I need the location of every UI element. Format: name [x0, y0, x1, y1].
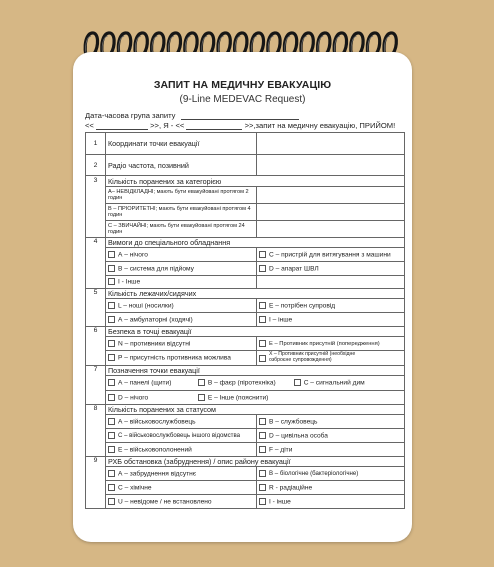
option-label: Е – потрібен супровід: [269, 302, 336, 310]
line-4-row: [86, 238, 405, 248]
category-b-row: [86, 204, 405, 221]
line-6-row: [86, 327, 405, 337]
checkbox[interactable]: [108, 265, 115, 272]
line-number: 6: [86, 327, 106, 366]
marking-none-option[interactable]: [108, 394, 196, 401]
cbrn-none-option[interactable]: [106, 467, 257, 481]
line-5-row: [86, 289, 405, 299]
litter-options-row-1: [86, 299, 405, 313]
option-label: В – фаєр (піротехніка): [207, 379, 276, 387]
checkbox[interactable]: [259, 470, 266, 477]
recipient-callsign-field[interactable]: [96, 122, 148, 130]
option-label: І - інше: [269, 498, 291, 506]
marking-other-option[interactable]: [198, 394, 269, 401]
checkbox[interactable]: [259, 302, 266, 309]
security-no-enemy-option[interactable]: [106, 337, 257, 351]
status-options-row-2: [86, 429, 405, 443]
marking-pyro-option[interactable]: [198, 379, 292, 386]
checkbox[interactable]: [108, 418, 115, 425]
option-label: С – хімічне: [118, 484, 152, 492]
security-enemy-caution-option[interactable]: [257, 337, 405, 351]
line-label: РХБ обстановка (забруднення) / опис району евакуації: [106, 457, 405, 467]
option-label: N – противники відсутні: [118, 340, 191, 348]
security-possible-enemy-option[interactable]: [106, 351, 257, 366]
cbrn-chemical-option[interactable]: [106, 481, 257, 495]
category-c-count-field[interactable]: [257, 221, 405, 238]
equipment-none-option[interactable]: [106, 248, 257, 262]
line-label: Радіо частота, позивний: [106, 155, 257, 176]
marking-options-cell-1: [106, 376, 405, 391]
checkbox[interactable]: [198, 379, 205, 386]
equipment-extraction-option[interactable]: [257, 248, 405, 262]
category-a-label: А– НЕВІДКЛАДНІ; мають бути евакуйовані протягом 2 годин: [106, 187, 257, 204]
ambulatory-option[interactable]: [106, 313, 257, 327]
medevac-table: [85, 132, 405, 509]
checkbox[interactable]: [108, 354, 115, 361]
line-1-row: [86, 133, 405, 155]
checkbox[interactable]: [108, 446, 115, 453]
header-closing-text: >>,запит на медичну евакуацію, ПРИЙОМ!: [244, 121, 396, 130]
cbrn-radiological-option[interactable]: [257, 481, 405, 495]
option-label: С – військовослужбовець іншого відомства: [118, 432, 241, 440]
request-dtg-field[interactable]: [181, 112, 299, 120]
cbrn-biological-option[interactable]: [257, 467, 405, 481]
option-label: Е – Противник присутній (попередження): [269, 341, 380, 347]
form-card: [73, 52, 412, 542]
option-label: А – амбулаторні (ходячі): [118, 316, 193, 324]
escort-option[interactable]: [257, 299, 405, 313]
checkbox[interactable]: [259, 265, 266, 272]
line-label: Позначення точки евакуації: [106, 366, 405, 376]
option-label: І – інше: [269, 316, 293, 324]
option-label: R - радіаційне: [269, 484, 313, 492]
option-label: В – система для підйому: [118, 265, 194, 273]
header-open-bracket: <<: [85, 121, 94, 130]
equipment-ventilator-option[interactable]: [257, 262, 405, 276]
cbrn-options-row-2: [86, 481, 405, 495]
pickup-location-field[interactable]: [257, 133, 405, 155]
status-options-row-1: [86, 415, 405, 429]
line-number: 7: [86, 366, 106, 405]
status-civilian-option[interactable]: [257, 429, 405, 443]
checkbox[interactable]: [108, 316, 115, 323]
line-number: 2: [86, 155, 106, 176]
checkbox[interactable]: [259, 484, 266, 491]
checkbox[interactable]: [108, 302, 115, 309]
category-a-row: [86, 187, 405, 204]
cbrn-options-row-3: [86, 495, 405, 509]
line-8-row: [86, 405, 405, 415]
option-label: L – ноші (носилки): [118, 302, 174, 310]
checkbox[interactable]: [259, 340, 266, 347]
litter-options-row-2: [86, 313, 405, 327]
security-options-row-2: [86, 351, 405, 366]
option-label: D – нічого: [118, 394, 149, 402]
option-label: А – забруднення відсутнє: [118, 470, 197, 478]
status-options-row-3: [86, 443, 405, 457]
option-label: Е – Інше (пояснити): [207, 394, 269, 402]
marking-options-cell-2: [106, 391, 405, 405]
checkbox[interactable]: [259, 446, 266, 453]
radio-frequency-field[interactable]: [257, 155, 405, 176]
line-number: 8: [86, 405, 106, 457]
cbrn-options-row-1: [86, 467, 405, 481]
checkbox[interactable]: [259, 251, 266, 258]
category-c-label: С – ЗВИЧАЙНІ; мають бути евакуйовані протягом 24 годин: [106, 221, 257, 238]
form-subtitle: (9-Line MEDEVAC Request): [179, 94, 306, 105]
header-middle-text: >>, Я - <<: [150, 121, 185, 130]
option-label: D – апарат ШВЛ: [269, 265, 319, 273]
option-label: С – пристрій для витягування з машини: [269, 251, 391, 259]
line-number: 1: [86, 133, 106, 155]
category-a-count-field[interactable]: [257, 187, 405, 204]
line-7-row: [86, 366, 405, 376]
form-title: ЗАПИТ НА МЕДИЧНУ ЕВАКУАЦІЮ: [153, 79, 332, 91]
category-b-count-field[interactable]: [257, 204, 405, 221]
marking-options-row-2: [86, 391, 405, 405]
security-options-row-1: [86, 337, 405, 351]
status-pow-option[interactable]: [106, 443, 257, 457]
line-label: Кількість лежачих/сидячих: [106, 289, 405, 299]
option-label: U – невідоме / не встановлено: [118, 498, 212, 506]
line-label: Кількість поранених за статусом: [106, 405, 405, 415]
checkbox[interactable]: [108, 379, 115, 386]
checkbox[interactable]: [108, 251, 115, 258]
equipment-options-row-2: [86, 262, 405, 276]
checkbox[interactable]: [294, 379, 301, 386]
equipment-options-row-1: [86, 248, 405, 262]
litter-option[interactable]: [106, 299, 257, 313]
status-other-agency-option[interactable]: [106, 429, 257, 443]
option-label: Е – військовополонений: [118, 446, 192, 454]
checkbox[interactable]: [259, 355, 266, 362]
checkbox[interactable]: [108, 498, 115, 505]
line-number: 4: [86, 238, 106, 289]
checkbox[interactable]: [259, 418, 266, 425]
litter-other-option[interactable]: [257, 313, 405, 327]
cbrn-unknown-option[interactable]: [106, 495, 257, 509]
checkbox[interactable]: [259, 316, 266, 323]
status-military-option[interactable]: [106, 415, 257, 429]
line-number: 9: [86, 457, 106, 509]
line-2-row: [86, 155, 405, 176]
option-label: А – панелі (щити): [118, 379, 172, 387]
security-armed-escort-option[interactable]: [257, 351, 405, 366]
marking-smoke-option[interactable]: [294, 379, 365, 386]
checkbox[interactable]: [259, 498, 266, 505]
line-number: 3: [86, 176, 106, 238]
option-label: F – діти: [269, 446, 293, 454]
line-9-row: [86, 457, 405, 467]
line-number: 5: [86, 289, 106, 327]
checkbox[interactable]: [198, 394, 205, 401]
request-dtg-label: Дата-часова група запиту: [85, 111, 176, 120]
checkbox[interactable]: [108, 278, 115, 285]
option-label: А – військовослужбовець: [118, 418, 196, 426]
line-label: Безпека в точці евакуації: [106, 327, 405, 337]
checkbox[interactable]: [108, 484, 115, 491]
option-label: Х – Противник присутній (необхідне озброєне супровождення): [269, 351, 356, 363]
line-label: Координати точки евакуації: [106, 133, 257, 155]
option-label: D – цивільна особа: [269, 432, 328, 440]
option-label: Р – присутність противника можлива: [118, 354, 231, 362]
option-label: І - Інше: [118, 278, 141, 286]
line-3-row: [86, 176, 405, 187]
header-line-2: [85, 121, 400, 130]
category-c-row: [86, 221, 405, 238]
empty-cell: [257, 276, 405, 289]
equipment-other-option[interactable]: [106, 276, 257, 289]
cbrn-other-option[interactable]: [257, 495, 405, 509]
option-label: С – сигнальний дим: [303, 379, 365, 387]
marking-panels-option[interactable]: [108, 379, 196, 386]
line-label: Кількість поранених за категорією: [106, 176, 405, 187]
checkbox[interactable]: [108, 470, 115, 477]
option-label: В – службовець: [269, 418, 318, 426]
checkbox[interactable]: [259, 432, 266, 439]
checkbox[interactable]: [108, 432, 115, 439]
line-label: Вимоги до спеціального обладнання: [106, 238, 405, 248]
status-employee-option[interactable]: [257, 415, 405, 429]
option-label: В – біологічне (бактеріологічне): [269, 470, 359, 478]
checkbox[interactable]: [108, 340, 115, 347]
equipment-hoist-option[interactable]: [106, 262, 257, 276]
equipment-options-row-3: [86, 276, 405, 289]
marking-options-row-1: [86, 376, 405, 391]
status-children-option[interactable]: [257, 443, 405, 457]
sender-callsign-field[interactable]: [186, 122, 242, 130]
checkbox[interactable]: [108, 394, 115, 401]
category-b-label: В – ПРІОРИТЕТНІ; мають бути евакуйовані протягом 4 годин: [106, 204, 257, 221]
header-line-1: [85, 111, 400, 120]
option-label: А – нічого: [118, 251, 148, 259]
